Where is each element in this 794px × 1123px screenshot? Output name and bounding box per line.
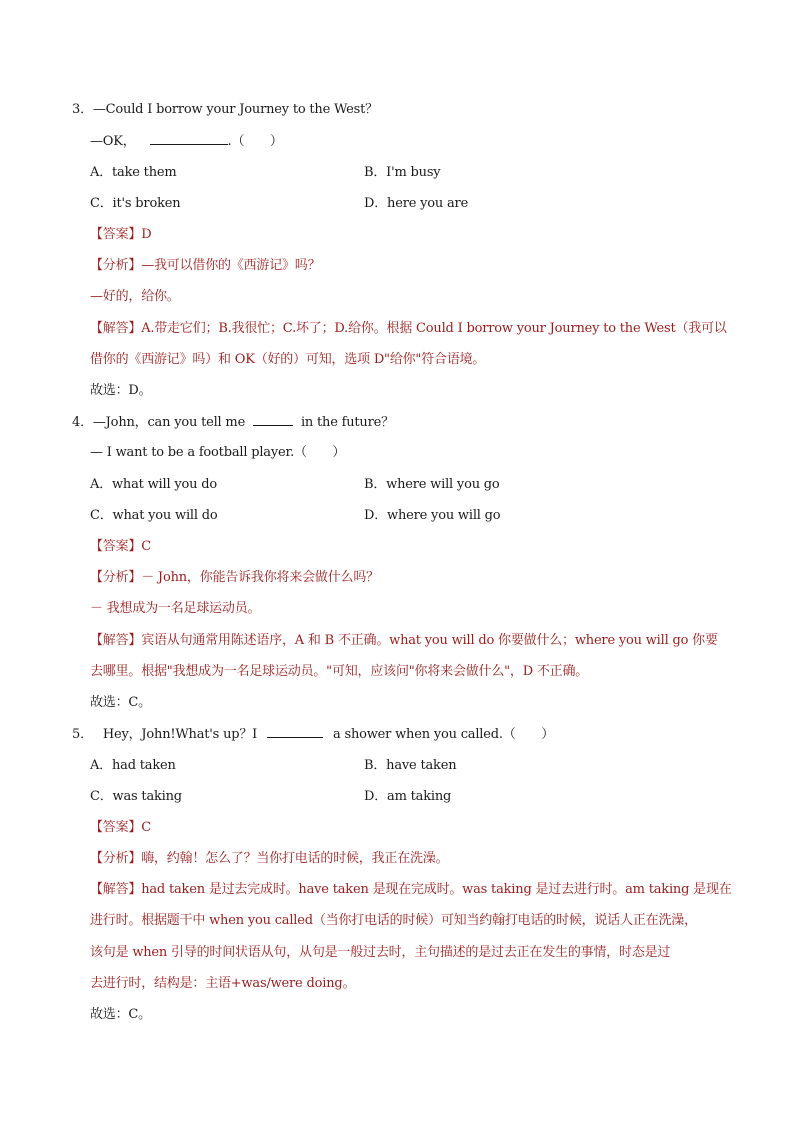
explain-line bbox=[90, 880, 732, 900]
option-a: A．had taken bbox=[90, 758, 176, 773]
option-c: C．what you will do bbox=[90, 508, 218, 523]
explain-text: A.带走它们；B.我很忙；C.坏了；D.给你。根据 Could I borrow your Journey to the West（我可以 bbox=[141, 321, 727, 336]
answer-value: C bbox=[141, 820, 151, 835]
analysis-text: —我可以借你的《西游记》吗？ bbox=[141, 258, 321, 273]
option-a: A．take them bbox=[90, 165, 177, 180]
reply-text: —OK， bbox=[90, 134, 136, 149]
analysis-text: － John，你能告诉我你将来会做什么吗？ bbox=[141, 570, 379, 585]
answer-label: 【答案】 bbox=[90, 539, 142, 554]
answer-blank bbox=[267, 724, 323, 738]
explain-line bbox=[90, 631, 718, 651]
question-text-suffix: a shower when you called.（ ） bbox=[333, 727, 554, 742]
option-b: B．have taken bbox=[364, 758, 457, 773]
answer-value: D bbox=[141, 227, 152, 242]
question-3-stem bbox=[72, 100, 378, 120]
answer-value: C bbox=[141, 539, 151, 554]
option-d: D．where you will go bbox=[364, 508, 501, 523]
option-c: C．it's broken bbox=[90, 196, 181, 211]
explain-text: had taken 是过去完成时。have taken 是现在完成时。was taking 是过去进行时。am taking 是现在 bbox=[141, 882, 732, 897]
analysis-line bbox=[90, 568, 379, 588]
analysis-text: 嗨，约翰！怎么了？当你打电话的时候，我正在洗澡。 bbox=[141, 851, 449, 866]
explain-line: 去进行时，结构是：主语+was/were doing。 bbox=[90, 976, 356, 991]
analysis-line bbox=[90, 849, 448, 869]
explain-line: 借你的《西游记》吗）和 OK（好的）可知，选项 D"给你"符合语境。 bbox=[90, 352, 486, 367]
explain-label: 【解答】 bbox=[90, 321, 142, 336]
answer-label: 【答案】 bbox=[90, 227, 142, 242]
explain-line: 进行时。根据题干中 when you called（当你打电话的时候）可知当约翰打电话的时候，说话人正在洗澡， bbox=[90, 913, 697, 928]
reply-suffix: .（ ） bbox=[227, 134, 283, 149]
question-3-reply bbox=[90, 131, 283, 152]
explain-text: 宾语从句通常用陈述语序，A 和 B 不正确。what you will do 你要做什么；where you will go 你要 bbox=[141, 633, 718, 648]
analysis-label: 【分析】 bbox=[90, 258, 142, 273]
answer-blank bbox=[253, 412, 293, 426]
answer-blank bbox=[150, 131, 228, 145]
question-4-stem bbox=[72, 412, 394, 433]
option-b: B．where will you go bbox=[364, 477, 500, 492]
option-d: D．am taking bbox=[364, 789, 452, 804]
analysis-label: 【分析】 bbox=[90, 570, 142, 585]
option-d: D．here you are bbox=[364, 196, 469, 211]
answer-line bbox=[90, 818, 151, 838]
question-number: 5． bbox=[72, 727, 93, 742]
analysis-line bbox=[90, 256, 320, 276]
option-a: A．what will you do bbox=[90, 477, 217, 492]
question-4-reply: — I want to be a football player.（ ） bbox=[90, 445, 346, 460]
question-text: —John，can you tell me bbox=[92, 415, 246, 430]
question-number: 3． bbox=[72, 102, 93, 117]
question-text: —Could I borrow your Journey to the West？ bbox=[92, 102, 378, 117]
answer-line bbox=[90, 225, 151, 245]
answer-label: 【答案】 bbox=[90, 820, 142, 835]
explain-line: 去哪里。根据"我想成为一名足球运动员。"可知，应该问"你将来会做什么"，D 不正确。 bbox=[90, 664, 589, 679]
choice-line: 故选：C。 bbox=[90, 695, 151, 710]
explain-label: 【解答】 bbox=[90, 633, 142, 648]
option-c: C．was taking bbox=[90, 789, 182, 804]
option-b: B．I'm busy bbox=[364, 165, 441, 180]
explain-line bbox=[90, 319, 727, 339]
analysis-label: 【分析】 bbox=[90, 851, 142, 866]
explain-label: 【解答】 bbox=[90, 882, 142, 897]
choice-line: 故选：C。 bbox=[90, 1007, 151, 1022]
question-number: 4． bbox=[72, 415, 93, 430]
analysis-line: —好的，给你。 bbox=[90, 289, 180, 304]
analysis-line: － 我想成为一名足球运动员。 bbox=[90, 601, 261, 616]
explain-line: 该句是 when 引导的时间状语从句，从句是一般过去时，主句描述的是过去正在发生的事情，时态是过 bbox=[90, 945, 671, 960]
choice-line: 故选：D。 bbox=[90, 383, 152, 398]
question-text-suffix: in the future？ bbox=[300, 415, 394, 430]
question-text: Hey，John!What's up？I bbox=[102, 727, 258, 742]
question-5-stem bbox=[72, 724, 554, 745]
answer-line bbox=[90, 537, 151, 557]
